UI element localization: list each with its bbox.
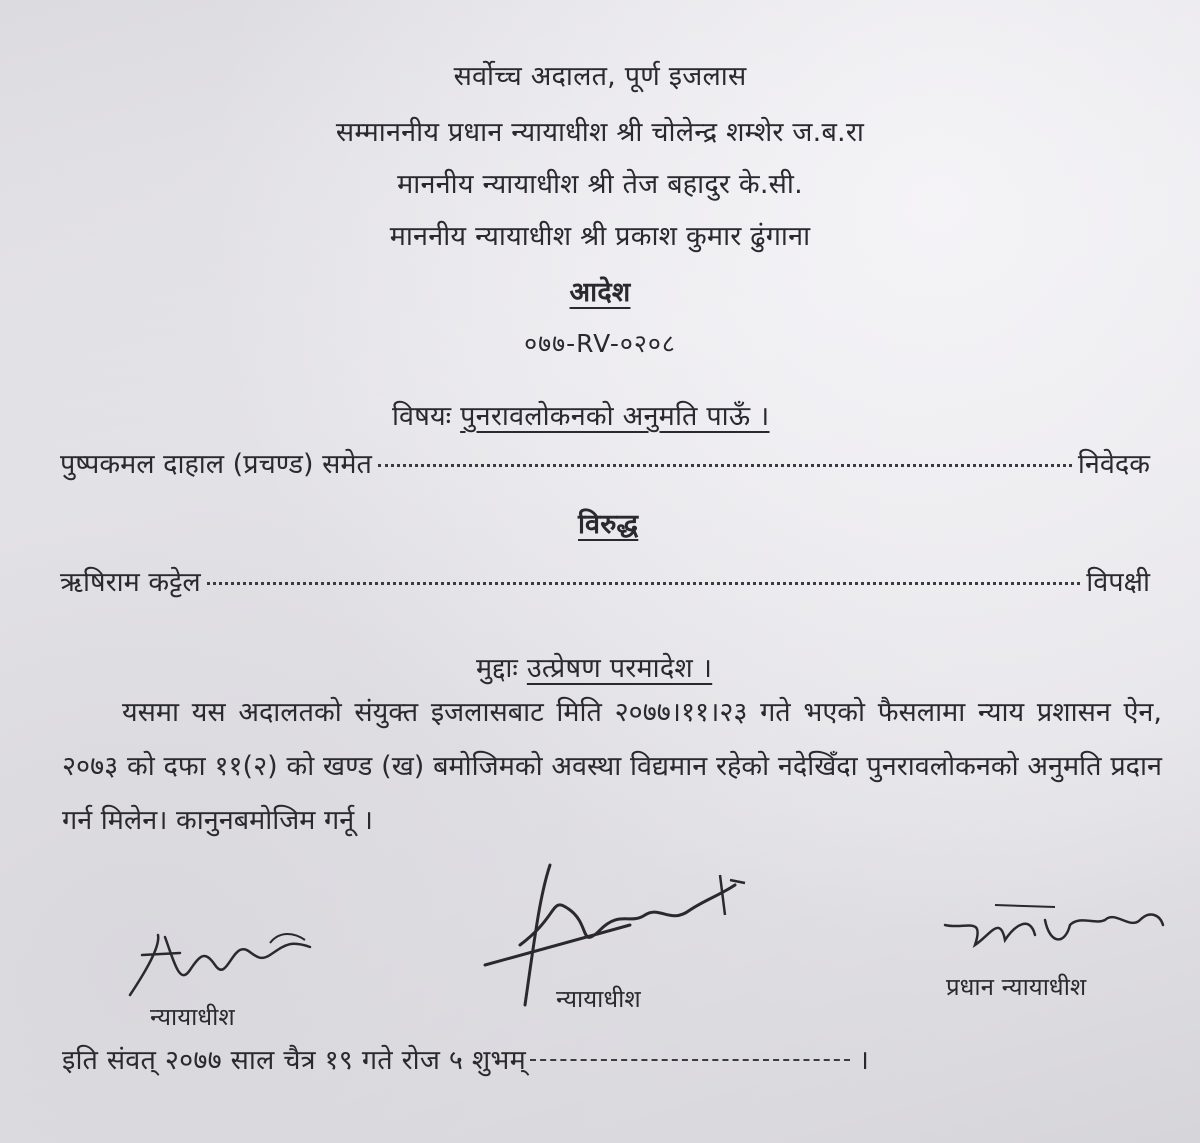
court-heading: सर्वोच्च अदालत, पूर्ण इजलास — [453, 61, 747, 92]
justice-line-2: माननीय न्यायाधीश श्री प्रकाश कुमार ढुंगाना — [389, 221, 811, 252]
subject-label: विषयः — [392, 401, 452, 432]
respondent-row — [60, 562, 1150, 599]
case-matter-label: मुद्दाः — [476, 653, 519, 684]
date-text: इति संवत् २०७७ साल चैत्र १९ गते रोज ५ शुभम् — [62, 1045, 526, 1076]
leader-dots — [207, 582, 1081, 585]
right-signature — [935, 895, 1175, 965]
date-dash-line — [530, 1059, 850, 1061]
case-matter-value: उत्प्रेषण परमादेश । — [526, 653, 713, 684]
chief-justice-line: सम्माननीय प्रधान न्यायाधीश श्री चोलेन्द्र शम्शेर ज.ब.रा — [335, 117, 865, 148]
respondent-name: ऋषिराम कट्टेल — [60, 567, 201, 598]
case-number: ०७७-RV-०२०८ — [524, 329, 676, 358]
petitioner-role: निवेदक — [1077, 449, 1150, 480]
middle-signatory-title: न्यायाधीश — [556, 985, 641, 1013]
subject-value: पुनरावलोकनको अनुमति पाऊँ । — [460, 401, 770, 432]
left-signature — [120, 925, 330, 1005]
date-end-mark: । — [849, 1045, 870, 1076]
order-title-wrap — [0, 272, 1200, 309]
case-matter-line — [476, 648, 712, 685]
subject-line — [392, 396, 770, 433]
order-body: यसमा यस अदालतको संयुक्त इजलासबाट मिति २०७७।११।२३ गते भएको फैसलामा न्याय प्रशासन ऐन, २०७३ को दफा ११(२) को खण्ड (ख) बमोजिमको अवस्था विद्यमान रहेको नदेखिँदा पुनरावलोकनको अनुमति प्रदान गर्न मिलेन। कानुनबमोजिम गर्नू । — [62, 697, 1162, 836]
respondent-role: विपक्षी — [1086, 567, 1150, 598]
left-signatory-title: न्यायाधीश — [150, 1003, 235, 1031]
petitioner-row — [60, 444, 1150, 481]
versus-wrap — [578, 504, 638, 541]
order-title: आदेश — [569, 277, 631, 308]
leader-dots — [378, 464, 1072, 467]
date-line — [62, 1040, 869, 1077]
versus-label: विरुद्ध — [578, 509, 639, 540]
right-signatory-title: प्रधान न्यायाधीश — [946, 973, 1087, 1001]
petitioner-name: पुष्पकमल दाहाल (प्रचण्ड) समेत — [60, 449, 372, 480]
justice-line-1: माननीय न्यायाधीश श्री तेज बहादुर के.सी. — [397, 169, 803, 200]
